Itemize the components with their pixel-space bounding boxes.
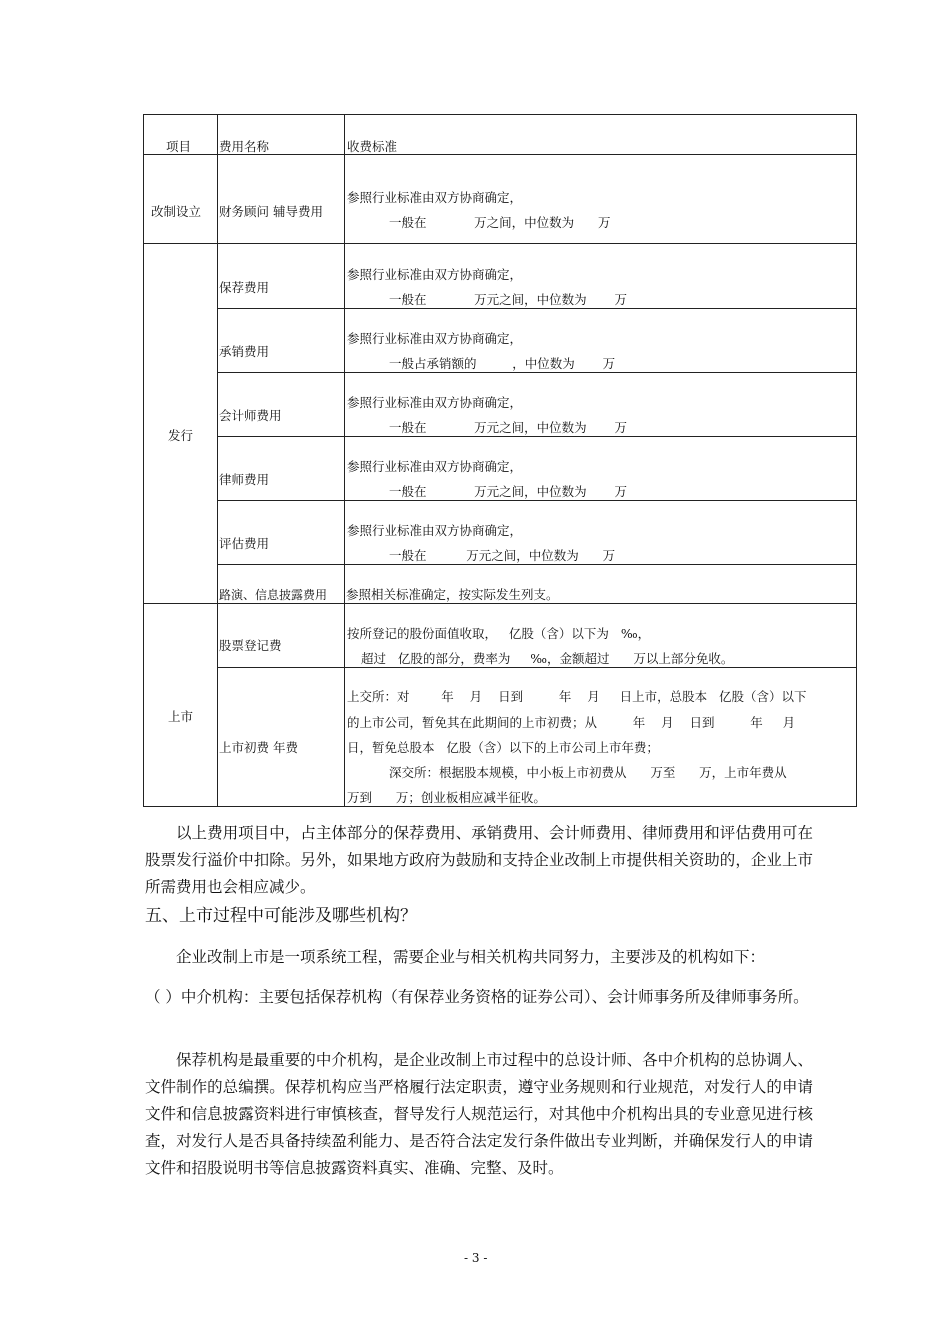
standard-accountant-line1: 参照行业标准由双方协商确定，	[347, 395, 523, 410]
standard-listing-line1: 上交所：对 年 月 日到 年 月 日上市，总股本 亿股（含）以下	[347, 689, 807, 704]
standard-sponsor-line2: 一般在 万元之间，中位数为 万	[389, 292, 627, 307]
standard-lawyer-line1: 参照行业标准由双方协商确定，	[347, 459, 523, 474]
group-listing: 上市	[168, 709, 194, 724]
standard-appraisal-line1: 参照行业标准由双方协商确定，	[347, 523, 523, 538]
standard-listing-line3: 日，暂免总股本 亿股（含）以下的上市公司上市年费；	[347, 740, 659, 755]
fee-name-registration: 股票登记费	[219, 638, 282, 653]
standard-appraisal-line2: 一般在 万元之间，中位数为 万	[389, 548, 616, 563]
fee-name-lawyer: 律师费用	[219, 472, 270, 487]
paragraph-fee-deduction: 以上费用项目中，占主体部分的保荐费用、承销费用、会计师费用、律师费用和评估费用可在股票发行溢价中扣除。另外，如果地方政府为鼓励和支持企业改制上市提供相关资助的，企业上市所需费用也会相应减少。	[145, 824, 813, 896]
standard-sponsor-line1: 参照行业标准由双方协商确定，	[347, 267, 523, 282]
fee-name-underwriting: 承销费用	[219, 344, 270, 359]
fee-name-appraisal: 评估费用	[219, 536, 270, 551]
standard-accountant-line2: 一般在 万元之间，中位数为 万	[389, 420, 627, 435]
standard-roadshow: 参照相关标准确定，按实际发生列支。	[346, 587, 559, 602]
group-reorg: 改制设立	[151, 204, 202, 219]
page-number: - 3 -	[464, 1251, 488, 1265]
standard-listing-line2: 的上市公司，暂免其在此期间的上市初费；从 年 月 日到 年 月	[347, 715, 796, 730]
standard-registration-line2: 超过 亿股的部分，费率为 ‰，金额超过 万以上部分免收。	[361, 651, 734, 666]
header-item: 项目	[166, 139, 192, 154]
section-heading: 五、上市过程中可能涉及哪些机构？	[145, 906, 417, 926]
group-issue: 发行	[168, 428, 194, 443]
standard-lawyer-line2: 一般在 万元之间，中位数为 万	[389, 484, 627, 499]
fee-name-listing: 上市初费 年费	[219, 740, 298, 755]
standard-advisory-line2: 一般在 万之间，中位数为 万	[389, 215, 611, 230]
standard-listing-line4: 深交所：根据股本规模，中小板上市初费从 万至 万，上市年费从	[389, 765, 787, 780]
fee-name-advisory: 财务顾问 辅导费用	[219, 204, 323, 219]
header-fee-name: 费用名称	[219, 139, 270, 154]
paragraph-intro: 企业改制上市是一项系统工程，需要企业与相关机构共同努力，主要涉及的机构如下：	[176, 948, 766, 966]
fee-name-accountant: 会计师费用	[219, 408, 282, 423]
standard-underwriting-line1: 参照行业标准由双方协商确定，	[347, 331, 523, 346]
standard-underwriting-line2: 一般占承销额的 ，中位数为 万	[389, 356, 616, 371]
paragraph-intermediaries: （ ）中介机构：主要包括保荐机构（有保荐业务资格的证券公司）、会计师事务所及律师事务所。	[145, 988, 809, 1006]
paragraph-sponsor: 保荐机构是最重要的中介机构，是企业改制上市过程中的总设计师、各中介机构的总协调人、文件制作的总编撰。保荐机构应当严格履行法定职责，遵守业务规则和行业规范，对发行人的申请文件和信息披露资料进行审慎核查，督导发行人规范运行，对其他中介机构出具的专业意见进行核查，对发行人是否具备持续盈利能力、是否符合法定发行条件做出专业判断，并确保发行人的申请文件和招股说明书等信息披露资料真实、准确、完整、及时。	[145, 1051, 813, 1177]
standard-registration-line1: 按所登记的股份面值收取， 亿股（含）以下为 ‰，	[347, 626, 651, 641]
standard-advisory-line1: 参照行业标准由双方协商确定，	[347, 190, 523, 205]
header-standard: 收费标准	[347, 139, 398, 154]
standard-listing-line5: 万到 万；创业板相应减半征收。	[347, 790, 546, 805]
fee-name-roadshow: 路演、信息披露费用	[219, 588, 328, 602]
fee-name-sponsor: 保荐费用	[219, 280, 270, 295]
